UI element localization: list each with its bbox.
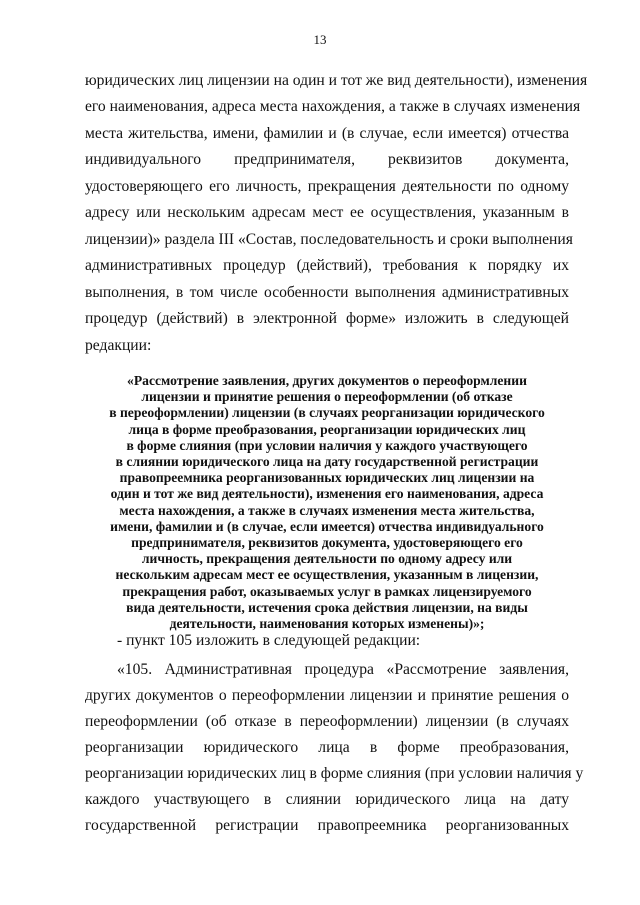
paragraph2-line-2: других документов о переоформлении лицензии и принятие решения о xyxy=(85,687,569,704)
heading-line-1: «Рассмотрение заявления, других документов о переоформлении xyxy=(127,373,527,388)
paragraph1-line-4: индивидуального предпринимателя, реквизитов документа, xyxy=(85,151,569,168)
paragraph2-line-6: каждого участвующего в слиянии юридического лица на дату xyxy=(85,791,569,808)
paragraph2-line-1: «105. Административная процедура «Рассмотрение заявления, xyxy=(117,661,569,678)
heading-line-9: места нахождения, а также в случаях изменения места жительства, xyxy=(119,502,535,518)
heading-line-7: правопреемника реорганизованных юридических лиц лицензии на xyxy=(119,470,535,486)
paragraph1-line-9: выполнения, в том числе особенности выполнения административных xyxy=(85,284,569,301)
heading-line-11: предпринимателя, реквизитов документа, удостоверяющего его xyxy=(131,535,523,551)
paragraph1-line-1: юридических лиц лицензии на один и тот же вид деятельности), изменения xyxy=(85,72,588,89)
heading-line-10: имени, фамилии и (в случае, если имеется) отчества индивидуального xyxy=(110,518,544,534)
paragraph2-line-7: государственной регистрации правопреемника реорганизованных xyxy=(85,817,569,834)
heading-line-15: вида деятельности, истечения срока действия лицензии, на виды xyxy=(126,599,528,615)
heading-line-13: нескольким адресам мест ее осуществления, указанным в лицензии, xyxy=(115,567,539,583)
page-number: 13 xyxy=(313,32,327,47)
paragraph1-line-10: процедур (действий) в электронной форме» изложить в следующей xyxy=(85,310,569,327)
paragraph2-line-5: реорганизации юридических лиц в форме слияния (при условии наличия у xyxy=(85,765,584,782)
paragraph1-line-6: адресу или нескольким адресам мест ее осуществления, указанным в xyxy=(85,204,569,221)
paragraph2-line-4: реорганизации юридического лица в форме преобразования, xyxy=(85,739,569,756)
heading-line-8: один и тот же вид деятельности), изменения его наименования, адреса xyxy=(110,486,544,502)
paragraph1-line-2: его наименования, адреса места нахождения, а также в случаях изменения xyxy=(85,98,581,115)
heading-line-5: в форме слияния (при условии наличия у каждого участвующего xyxy=(126,437,528,453)
paragraph1-line-3: места жительства, имени, фамилии и (в случае, если имеется) отчества xyxy=(85,125,569,142)
heading-line-14: прекращения работ, оказываемых услуг в рамках лицензируемого xyxy=(122,583,532,599)
paragraph1-line-8: административных процедур (действий), требования к порядку их xyxy=(85,257,569,274)
paragraph2-line-3: переоформлении (об отказе в переоформлении) лицензии (в случаях xyxy=(85,713,569,730)
paragraph1-line-11: редакции: xyxy=(85,337,152,354)
heading-line-2: лицензии и принятие решения о переоформлении (об отказе xyxy=(141,389,513,405)
item-line: - пункт 105 изложить в следующей редакции: xyxy=(117,632,421,649)
heading-line-3: в переоформлении) лицензии (в случаях реорганизации юридического xyxy=(109,405,545,421)
paragraph1-line-7: лицензии)» раздела III «Состав, последовательность и сроки выполнения xyxy=(85,231,573,248)
paragraph1-line-5: удостоверяющего его личность, прекращения деятельности по одному xyxy=(85,178,569,195)
heading-line-6: в слиянии юридического лица на дату государственной регистрации xyxy=(115,454,539,470)
bold-heading-block xyxy=(85,373,569,632)
heading-line-16: деятельности, наименования которых изменены)»; xyxy=(169,616,485,632)
heading-line-12: личность, прекращения деятельности по одному адресу или xyxy=(141,551,513,567)
heading-line-4: лица в форме преобразования, реорганизации юридических лиц xyxy=(128,421,526,437)
